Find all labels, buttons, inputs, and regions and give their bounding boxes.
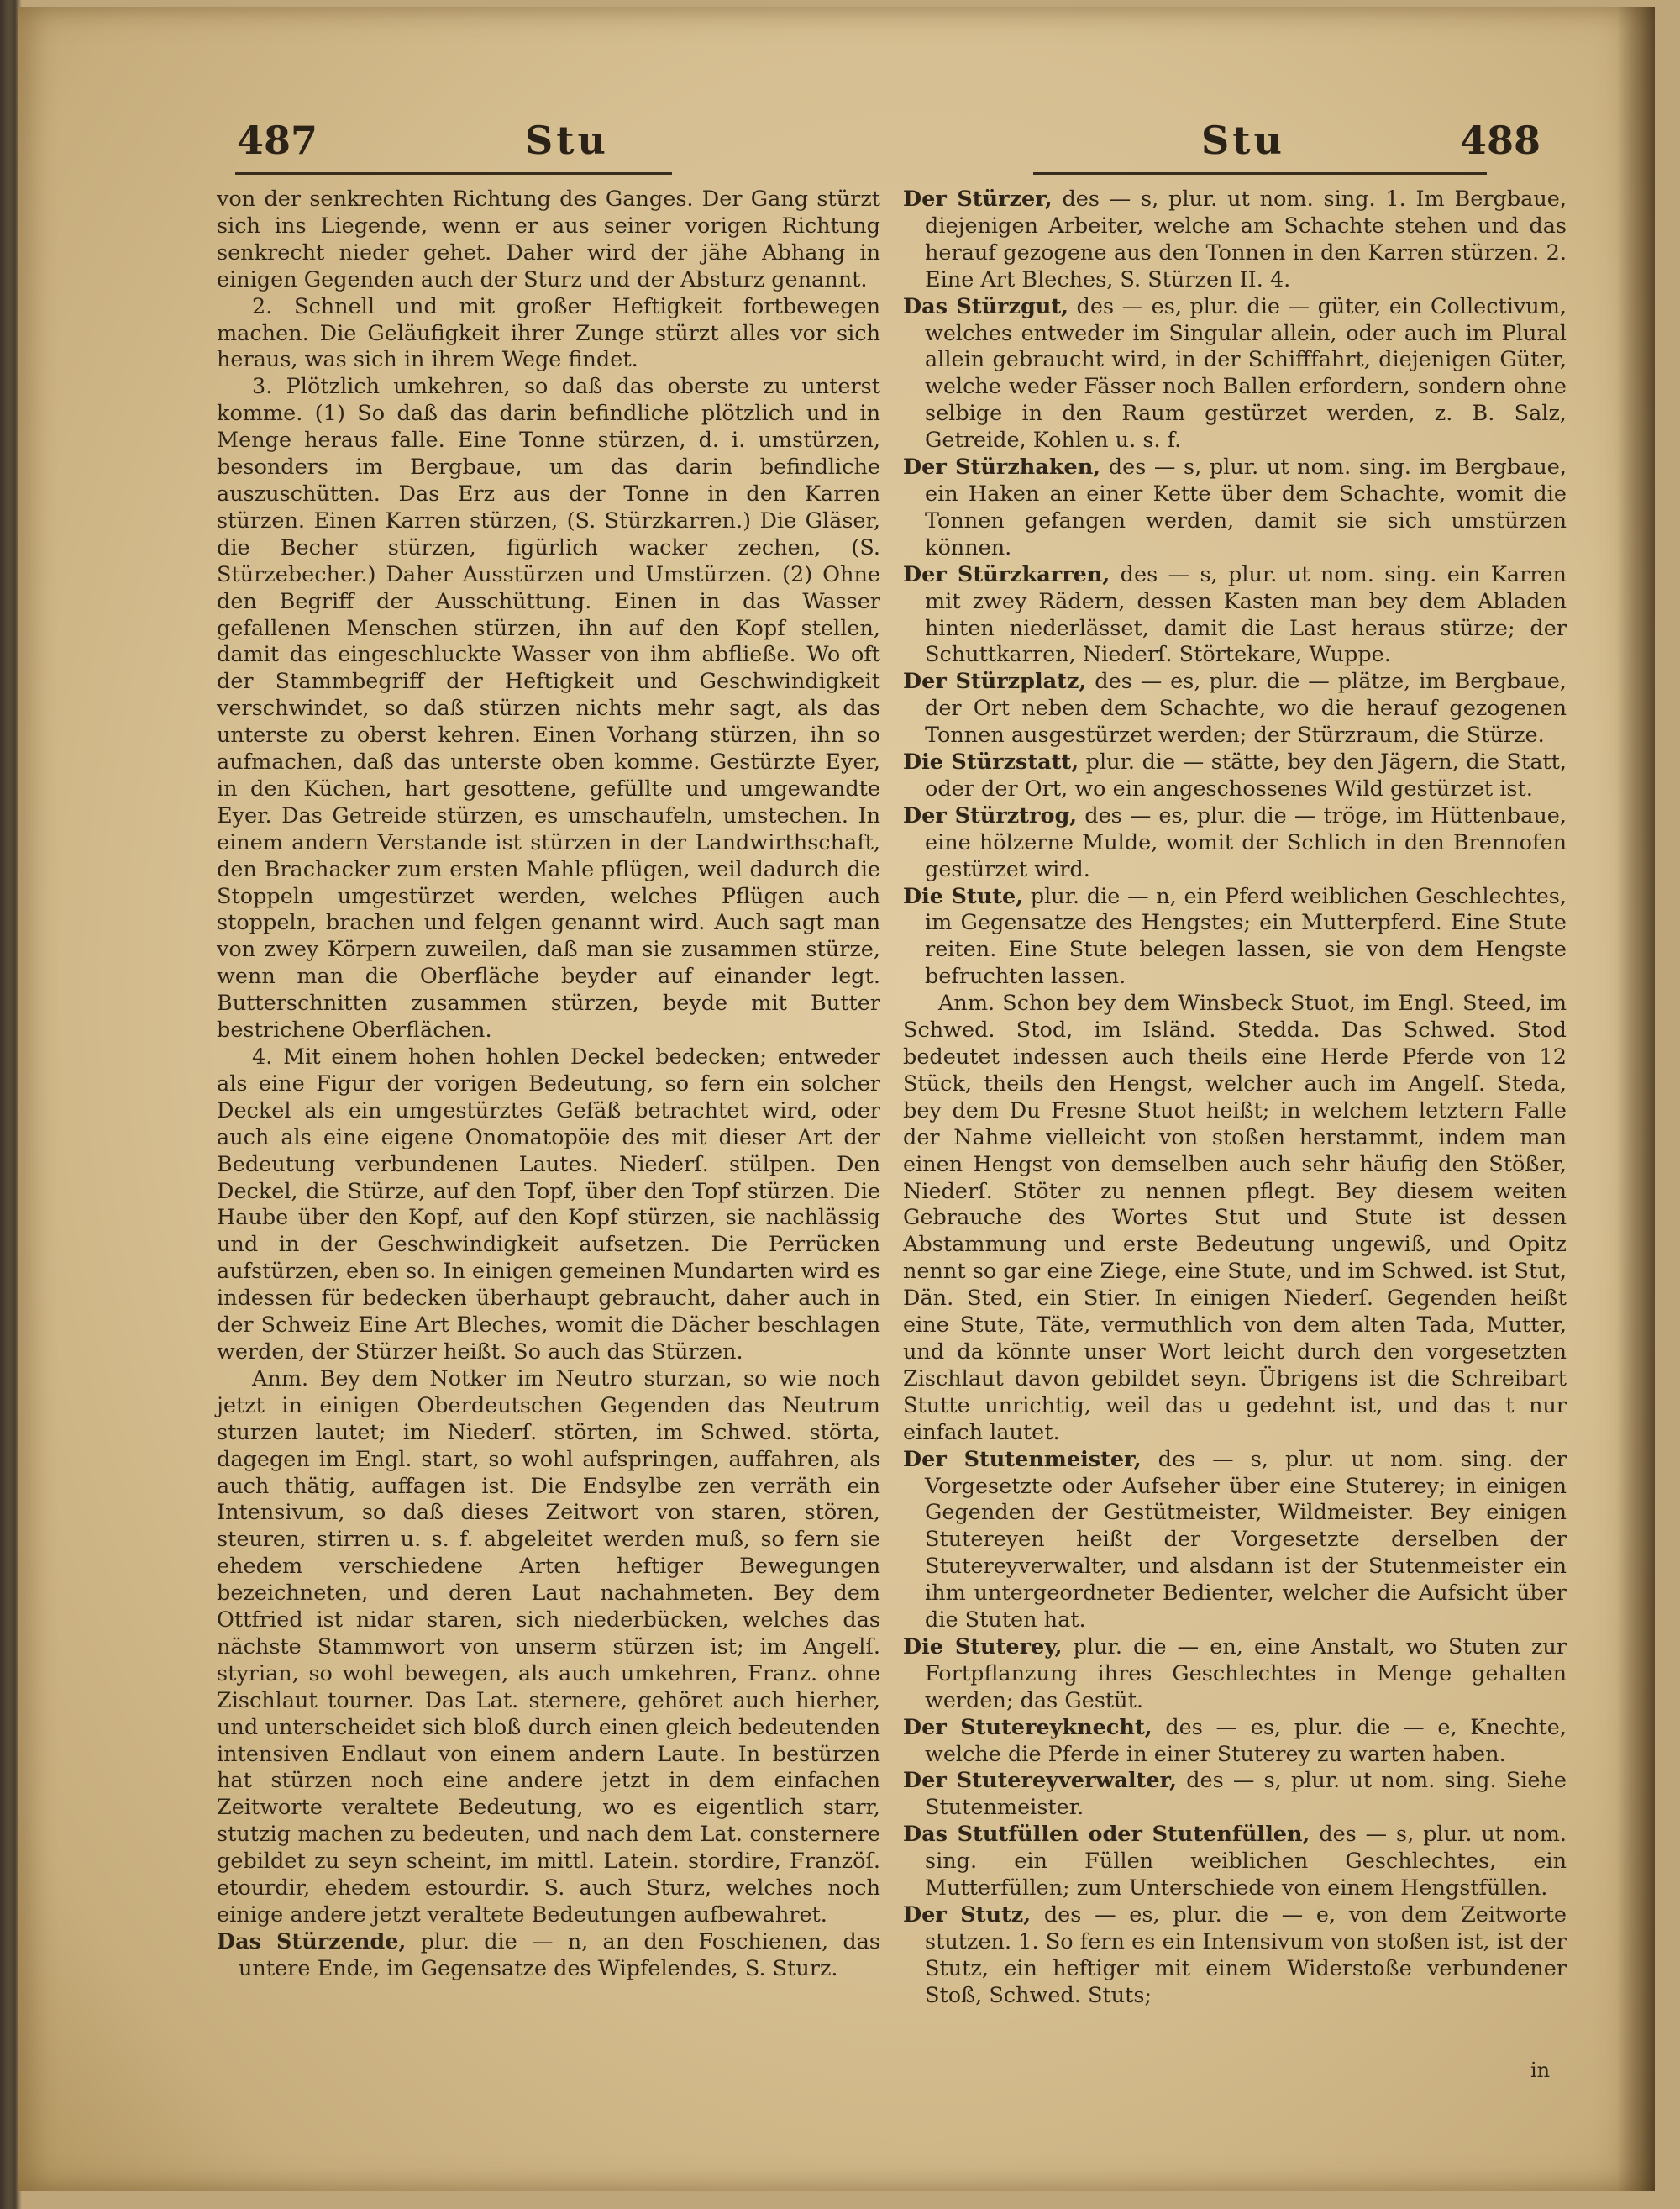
paragraph: von der senkrechten Richtung des Ganges. Der Gang stürzt sich ins Liegende, wenn er aus seiner vorigen Richtung senkrecht nieder gehet. Daher wird der jähe Abhang in einigen Gegenden auch der Sturz und der Absturz genannt. (217, 187, 880, 292)
entry-text: des — es, plur. die — güter, ein Collectivum, welches entweder im Singular allein, oder auch im Plural allein gebraucht wird, in der Schifffahrt, diejenigen Güter, welche weder Fässer noch Ballen erfordern, sondern ohne selbige in den Raum gestürzet werden, z. B. Salz, Getreide, Kohlen u. s. f. (925, 293, 1567, 454)
catchword: in (1530, 2059, 1551, 2082)
paragraph: Anm. Schon bey dem Winsbeck Stuot, im Engl. Steed, im Schwed. Stod, im Isländ. Stedda. Das Schwed. Stod bedeutet indessen auch theils eine Herde Pferde von 12 Stück, theils den Hengst, welcher auch im Angelſ. Steda, bey dem Du Fresne Stuot heißt; in welchem letztern Falle der Nahme vielleicht von stoßen herstammt, indem man einen Hengst von demselben auch sehr häufig den Stößer, Niederſ. Stöter zu nennen pflegt. Bey diesem weiten Gebrauche des Wortes Stut und Stute ist dessen Abstammung und erste Bedeutung ungewiß, und Opitz nennt so gar eine Ziege, eine Stute, und im Schwed. ist Stut, Dän. Sted, ein Stier. In einigen Niederſ. Gegenden heißt eine Stute, Täte, vermuthlich von dem alten Tada, Mutter, und da könnte unser Wort leicht durch den vorgesetzten Zischlaut davon gebildet seyn. Übrigens ist die Schreibart Stutte unrichtig, weil das u gedehnt ist, und das t nur einfach lautet. (903, 991, 1567, 1445)
entry-text: des — s, plur. ut nom. sing. ein Füllen weiblichen Geschlechtes, ein Mutterfüllen; zum Unterschiede von einem Hengstfüllen. (925, 1822, 1567, 1901)
page-gutter-shadow (1617, 7, 1655, 2191)
dictionary-entry (217, 1929, 880, 1983)
dictionary-entry (903, 1768, 1567, 1822)
entry-text: plur. die — n, ein Pferd weiblichen Geschlechtes, im Gegensatze des Hengstes; ein Mutterpferd. Eine Stute reiten. Eine Stute belegen lassen, sie von dem Hengste befruchten lassen. (925, 883, 1567, 990)
entry-text: des — s, plur. ut nom. sing. Siehe Stutenmeister. (925, 1768, 1567, 1821)
entry-headword: Der Stutenmeister, (903, 1446, 1142, 1472)
entry-headword: Die Stürzstatt, (903, 749, 1079, 776)
entry-text: des — s, plur. ut nom. sing. der Vorgesetzte oder Aufseher über eine Stuterey; in einigen Gegenden der Gestütmeister, Wildmeister. Bey einigen Stutereyen heißt der Vorgesetzte derselben der Stutereyverwalter, und alsdann ist der Stutenmeister ein ihm untergeordneter Bedienter, welcher die Aufsicht über die Stuten hat. (925, 1446, 1567, 1633)
paragraph: Anm. Bey dem Notker im Neutro sturzan, so wie noch jetzt in einigen Oberdeutschen Gegenden das Neutrum sturzen lautet; im Niederſ. störten, im Schwed. störta, dagegen im Engl. start, so wohl aufspringen, auffahren, als auch thätig, auffagen ist. Die Endsylbe zen verräth ein Intensivum, so daß dieses Zeitwort von staren, stören, steuren, stirren u. s. f. abgeleitet werden muß, so fern sie ehedem verschiedene Arten heftiger Bewegungen bezeichneten, und deren Laut nachahmeten. Bey dem Ottfried ist nidar staren, sich niederbücken, welches das nächste Stammwort von unserm stürzen ist; im Angelſ. styrian, so wohl bewegen, als auch umkehren, Franz. ohne Zischlaut tourner. Das Lat. sternere, gehöret auch hierher, und unterscheidet sich bloß durch einen gleich bedeutenden intensiven Endlaut von einem andern Laute. In bestürzen hat stürzen noch eine andere jetzt in dem einfachen Zeitworte veraltete Bedeutung, wo es eigentlich starr, stutzig machen zu bedeuten, und nach dem Lat. consternere gebildet zu seyn scheint, im mittl. Latein. stordire, Franzöſ. etourdir, ehedem estourdir. S. auch Sturz, welches noch einige andere jetzt veraltete Bedeutungen aufbewahret. (217, 1365, 880, 1928)
right-text-column (903, 187, 1567, 2010)
entry-headword: Das Stürzgut, (903, 293, 1068, 319)
paragraph: 4. Mit einem hohen hohlen Deckel bedecken; entweder als eine Figur der vorigen Bedeutung, so fern ein solcher Deckel als ein umgestürztes Gefäß betrachtet wird, oder auch als eine eigene Onomatopöie des mit dieser Art der Bedeutung verbundenen Lautes. Niederſ. stülpen. Den Deckel, die Stürze, auf den Topf, über den Topf stürzen. Die Haube über den Kopf, auf den Kopf stürzen, sie nachlässig und in der Geschwindigkeit aufsetzen. Die Perrücken aufstürzen, eben so. In einigen gemeinen Mundarten wird es indessen für bedecken überhaupt gebraucht, daher auch in der Schweiz Eine Art Bleches, womit die Dächer beschlagen werden, der Stürzer heißt. So auch das Stürzen. (217, 1044, 880, 1365)
left-running-head: Stu (525, 118, 609, 163)
dictionary-entry (903, 562, 1567, 670)
entry-text: des — es, plur. die — plätze, im Bergbaue, der Ort neben dem Schachte, wo die herauf gezogenen Tonnen ausgestürzet werden; der Stürzraum, die Stürze. (925, 669, 1567, 749)
entry-headword: Der Stutz, (903, 1902, 1032, 1928)
entry-headword: Der Stürzplatz, (903, 669, 1087, 695)
dictionary-entry (903, 1634, 1567, 1715)
entry-text: des — es, plur. die — e, von dem Zeitworte stutzen. 1. So fern es ein Intensivum von stoßen ist, ist der Stutz, ein heftiger mit einem Widerstoße verbundener Stoß, Schwed. Stuts; (925, 1902, 1567, 2008)
header-rule-left (235, 172, 672, 175)
entry-headword: Der Stürzhaken, (903, 455, 1101, 481)
dictionary-entry (903, 294, 1567, 455)
dictionary-entry (903, 884, 1567, 991)
entry-text: des — es, plur. die — tröge, im Hüttenbaue, eine hölzerne Mulde, womit der Schlich in den Brennofen gestürzet wird. (925, 802, 1567, 882)
entry-headword: Der Stutereyverwalter, (903, 1768, 1178, 1794)
entry-headword: Der Stürztrog, (903, 802, 1078, 828)
left-text-column (217, 187, 880, 1983)
header-rule-right (1033, 172, 1487, 175)
dictionary-entry (903, 187, 1567, 294)
entry-headword: Der Stürzer, (903, 187, 1053, 212)
dictionary-entry (903, 1902, 1567, 2010)
entry-text: plur. die — n, an den Foschienen, das untere Ende, im Gegensatze des Wipfelendes, S. Sturz. (239, 1928, 880, 1981)
left-page-number: 487 (237, 118, 318, 163)
entry-headword: Das Stutfüllen oder Stutenfüllen, (903, 1822, 1310, 1848)
entry-headword: Die Stute, (903, 883, 1024, 909)
entry-headword: Der Stürzkarren, (903, 561, 1110, 587)
entry-text: des — s, plur. ut nom. sing. ein Karren mit zwey Rädern, dessen Kasten man bey dem Abladen hinten niederlässet, damit die Last heraus stürze; der Schuttkarren, Niederſ. Störtekare, Wuppe. (925, 561, 1567, 668)
entry-text: plur. die — en, eine Anstalt, wo Stuten zur Fortpflanzung ihres Geschlechtes in Menge gehalten werden; das Gestüt. (925, 1633, 1567, 1713)
right-running-head: Stu (1201, 118, 1285, 163)
dictionary-entry (903, 669, 1567, 749)
right-page-number: 488 (1460, 118, 1541, 163)
dictionary-entry (903, 1822, 1567, 1902)
entry-text: des — s, plur. ut nom. sing. 1. Im Bergbaue, diejenigen Arbeiter, welche am Schachte stehen und das herauf gezogene aus den Tonnen in den Karren stürzen. 2. Eine Art Bleches, S. Stürzen II. 4. (925, 187, 1567, 292)
entry-headword: Die Stuterey, (903, 1633, 1063, 1659)
paragraph: 2. Schnell und mit großer Heftigkeit fortbewegen machen. Die Geläufigkeit ihrer Zunge stürzt alles vor sich heraus, was sich in ihrem Wege findet. (217, 293, 880, 373)
paragraph: 3. Plötzlich umkehren, so daß das oberste zu unterst komme. (1) So daß das darin befindliche plötzlich und in Menge heraus falle. Eine Tonne stürzen, d. i. umstürzen, besonders im Bergbaue, um das darin befindliche auszuschütten. Das Erz aus der Tonne in den Karren stürzen. Einen Karren stürzen, (S. Stürzkarren.) Die Gläser, die Becher stürzen, figürlich wacker zechen, (S. Stürzebecher.) Daher Ausstürzen und Umstürzen. (2) Ohne den Begriff der Ausschüttung. Einen in das Wasser gefallenen Menschen stürzen, ihn auf den Kopf stellen, damit das eingeschluckte Wasser von ihm abfließe. Wo oft der Stammbegriff der Heftigkeit und Geschwindigkeit verschwindet, so daß stürzen nichts mehr sagt, als das unterste zu oberst kehren. Einen Vorhang stürzen, ihn so aufmachen, daß das unterste oben komme. Gestürzte Eyer, in den Küchen, hart gesottene, gefüllte und umgewandte Eyer. Das Getreide stürzen, es umschaufeln, umstechen. In einem andern Verstande ist stürzen in der Landwirthschaft, den Brachacker zum ersten Mahle pflügen, weil dadurch die Stoppeln umgestürzet werden, welches Pflügen auch stoppeln, brachen und felgen genannt wird. Auch sagt man von zwey Körpern zuweilen, daß man sie zusammen stürze, wenn man die Oberfläche beyder auf einander legt. Butterschnitten zusammen stürzen, beyde mit Butter bestrichene Oberflächen. (217, 374, 880, 1044)
entry-text: des — es, plur. die — e, Knechte, welche die Pferde in einer Stuterey zu warten haben. (925, 1714, 1567, 1767)
dictionary-entry (903, 803, 1567, 884)
entry-text: des — s, plur. ut nom. sing. im Bergbaue, ein Haken an einer Kette über dem Schachte, womit die Tonnen gefangen werden, damit sie sich umstürzen können. (925, 455, 1567, 560)
entry-headword: Das Stürzende, (217, 1928, 407, 1954)
dictionary-entry (903, 1715, 1567, 1769)
dictionary-entry (903, 749, 1567, 803)
dictionary-entry (903, 1447, 1567, 1634)
entry-headword: Der Stutereyknecht, (903, 1714, 1152, 1740)
entry-text: plur. die — stätte, bey den Jägern, die Statt, oder der Ort, wo ein angeschossenes Wild gestürzet ist. (925, 749, 1567, 802)
dictionary-entry (903, 455, 1567, 562)
